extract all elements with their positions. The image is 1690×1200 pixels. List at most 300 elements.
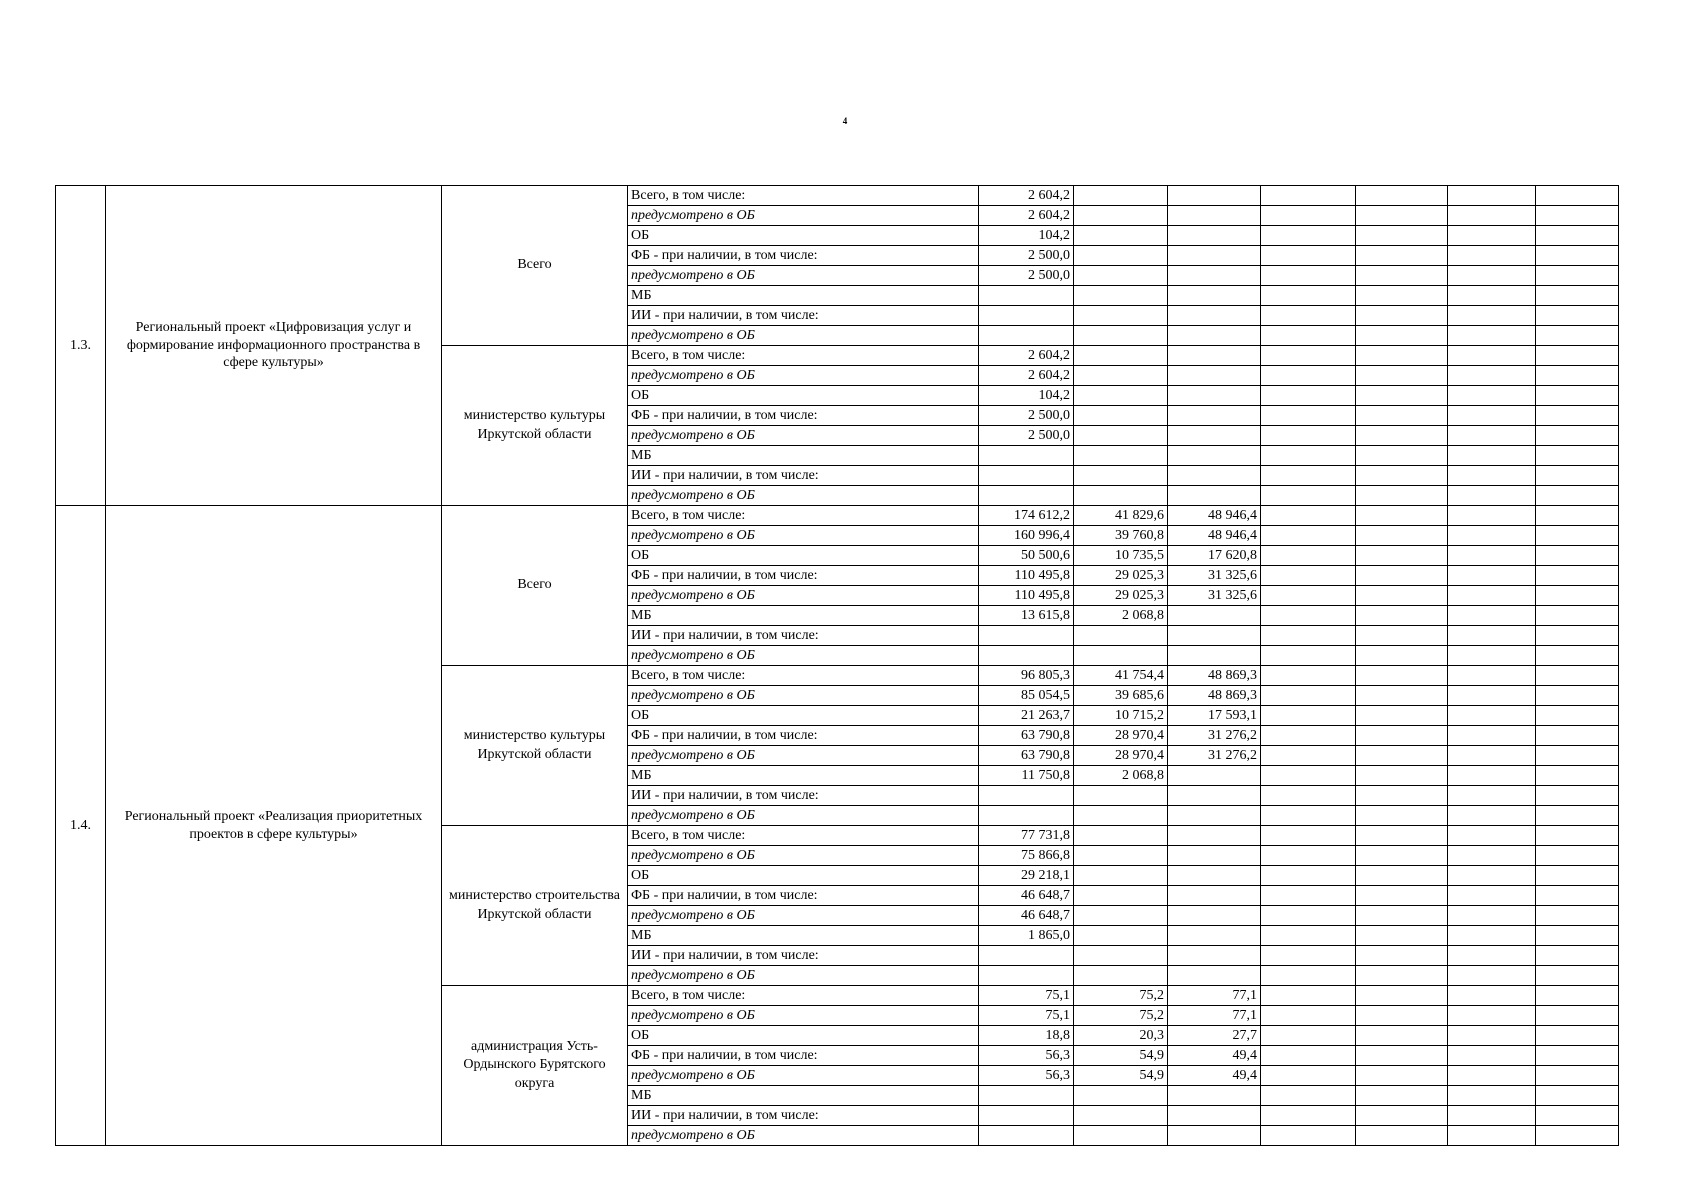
- amount-cell: [1074, 326, 1168, 346]
- funding-source: МБ: [628, 446, 979, 466]
- funding-source: предусмотрено в ОБ: [628, 906, 979, 926]
- amount-cell: [1536, 206, 1619, 226]
- amount-cell: [1074, 406, 1168, 426]
- amount-cell: [1261, 1086, 1356, 1106]
- amount-cell: [1261, 426, 1356, 446]
- amount-cell: [1356, 526, 1448, 546]
- amount-cell: [1448, 826, 1536, 846]
- amount-cell: 27,7: [1168, 1026, 1261, 1046]
- amount-cell: [1261, 746, 1356, 766]
- funding-source: Всего, в том числе:: [628, 506, 979, 526]
- amount-cell: [1448, 786, 1536, 806]
- funding-source: предусмотрено в ОБ: [628, 326, 979, 346]
- amount-cell: 160 996,4: [979, 526, 1074, 546]
- amount-cell: [1074, 286, 1168, 306]
- executor-name: министерство культуры Иркутской области: [442, 346, 628, 506]
- amount-cell: [1448, 466, 1536, 486]
- amount-cell: [1356, 206, 1448, 226]
- amount-cell: [1261, 626, 1356, 646]
- amount-cell: [1356, 906, 1448, 926]
- amount-cell: [1261, 1126, 1356, 1146]
- funding-source: предусмотрено в ОБ: [628, 206, 979, 226]
- amount-cell: [1261, 386, 1356, 406]
- amount-cell: [1261, 646, 1356, 666]
- amount-cell: [1536, 306, 1619, 326]
- funding-source: ФБ - при наличии, в том числе:: [628, 726, 979, 746]
- amount-cell: 2 500,0: [979, 406, 1074, 426]
- amount-cell: [1261, 926, 1356, 946]
- amount-cell: [1448, 526, 1536, 546]
- amount-cell: [1448, 606, 1536, 626]
- amount-cell: [1261, 726, 1356, 746]
- amount-cell: [1536, 786, 1619, 806]
- amount-cell: [1536, 646, 1619, 666]
- amount-cell: 48 869,3: [1168, 666, 1261, 686]
- funding-source: ФБ - при наличии, в том числе:: [628, 566, 979, 586]
- amount-cell: [1536, 286, 1619, 306]
- amount-cell: 49,4: [1168, 1066, 1261, 1086]
- amount-cell: 50 500,6: [979, 546, 1074, 566]
- amount-cell: [1356, 426, 1448, 446]
- amount-cell: 63 790,8: [979, 726, 1074, 746]
- amount-cell: [1356, 226, 1448, 246]
- amount-cell: [1356, 826, 1448, 846]
- amount-cell: [1448, 346, 1536, 366]
- amount-cell: [1074, 866, 1168, 886]
- amount-cell: 104,2: [979, 386, 1074, 406]
- funding-source: предусмотрено в ОБ: [628, 686, 979, 706]
- amount-cell: [1356, 506, 1448, 526]
- funding-source: предусмотрено в ОБ: [628, 426, 979, 446]
- amount-cell: [1356, 686, 1448, 706]
- amount-cell: [1261, 846, 1356, 866]
- amount-cell: [1261, 766, 1356, 786]
- amount-cell: [979, 966, 1074, 986]
- amount-cell: 41 754,4: [1074, 666, 1168, 686]
- amount-cell: 21 263,7: [979, 706, 1074, 726]
- table-row: [56, 506, 1619, 526]
- amount-cell: [1356, 1006, 1448, 1026]
- amount-cell: [1168, 886, 1261, 906]
- amount-cell: [1448, 1066, 1536, 1086]
- amount-cell: [979, 1106, 1074, 1126]
- amount-cell: [1448, 686, 1536, 706]
- amount-cell: [1074, 266, 1168, 286]
- amount-cell: [1261, 446, 1356, 466]
- funding-source: предусмотрено в ОБ: [628, 366, 979, 386]
- amount-cell: [1261, 606, 1356, 626]
- amount-cell: 54,9: [1074, 1066, 1168, 1086]
- amount-cell: [1168, 406, 1261, 426]
- amount-cell: 48 869,3: [1168, 686, 1261, 706]
- executor-name: Всего: [442, 506, 628, 666]
- amount-cell: [1074, 1126, 1168, 1146]
- amount-cell: [1261, 326, 1356, 346]
- amount-cell: 10 715,2: [1074, 706, 1168, 726]
- amount-cell: [1168, 186, 1261, 206]
- amount-cell: [1074, 966, 1168, 986]
- amount-cell: [1261, 586, 1356, 606]
- amount-cell: [1168, 206, 1261, 226]
- funding-source: МБ: [628, 606, 979, 626]
- amount-cell: [1536, 686, 1619, 706]
- amount-cell: [1074, 786, 1168, 806]
- amount-cell: [1261, 526, 1356, 546]
- amount-cell: [979, 486, 1074, 506]
- amount-cell: 46 648,7: [979, 906, 1074, 926]
- amount-cell: [979, 1086, 1074, 1106]
- amount-cell: [1536, 446, 1619, 466]
- amount-cell: [1356, 846, 1448, 866]
- amount-cell: [1261, 886, 1356, 906]
- amount-cell: [1536, 626, 1619, 646]
- amount-cell: [1261, 686, 1356, 706]
- amount-cell: [979, 326, 1074, 346]
- funding-source: ФБ - при наличии, в том числе:: [628, 406, 979, 426]
- amount-cell: [1536, 826, 1619, 846]
- funding-source: ФБ - при наличии, в том числе:: [628, 886, 979, 906]
- amount-cell: [1261, 826, 1356, 846]
- amount-cell: [1448, 926, 1536, 946]
- amount-cell: 77 731,8: [979, 826, 1074, 846]
- amount-cell: [1074, 486, 1168, 506]
- amount-cell: [1261, 1046, 1356, 1066]
- amount-cell: [1356, 386, 1448, 406]
- amount-cell: 13 615,8: [979, 606, 1074, 626]
- amount-cell: [1168, 286, 1261, 306]
- amount-cell: 31 325,6: [1168, 586, 1261, 606]
- amount-cell: [1536, 486, 1619, 506]
- amount-cell: [1448, 546, 1536, 566]
- amount-cell: [1074, 306, 1168, 326]
- amount-cell: 31 276,2: [1168, 726, 1261, 746]
- amount-cell: [1074, 446, 1168, 466]
- funding-source: ОБ: [628, 1026, 979, 1046]
- amount-cell: [1168, 326, 1261, 346]
- amount-cell: [1536, 1086, 1619, 1106]
- amount-cell: [1168, 1086, 1261, 1106]
- amount-cell: 54,9: [1074, 1046, 1168, 1066]
- amount-cell: [1168, 626, 1261, 646]
- amount-cell: [1448, 1126, 1536, 1146]
- amount-cell: [1261, 706, 1356, 726]
- amount-cell: [1261, 1006, 1356, 1026]
- amount-cell: 31 325,6: [1168, 566, 1261, 586]
- amount-cell: 2 604,2: [979, 366, 1074, 386]
- amount-cell: [1536, 506, 1619, 526]
- amount-cell: [1536, 566, 1619, 586]
- amount-cell: [1536, 246, 1619, 266]
- funding-source: МБ: [628, 286, 979, 306]
- amount-cell: [1261, 266, 1356, 286]
- amount-cell: [1168, 446, 1261, 466]
- amount-cell: [1074, 206, 1168, 226]
- amount-cell: [1448, 366, 1536, 386]
- amount-cell: [1261, 246, 1356, 266]
- amount-cell: [1168, 846, 1261, 866]
- amount-cell: [1448, 946, 1536, 966]
- amount-cell: 46 648,7: [979, 886, 1074, 906]
- funding-source: предусмотрено в ОБ: [628, 1006, 979, 1026]
- executor-name: Всего: [442, 186, 628, 346]
- amount-cell: [1074, 346, 1168, 366]
- amount-cell: [1448, 666, 1536, 686]
- funding-source: ОБ: [628, 706, 979, 726]
- amount-cell: [1536, 966, 1619, 986]
- amount-cell: [1448, 906, 1536, 926]
- amount-cell: [1074, 906, 1168, 926]
- amount-cell: [1536, 1046, 1619, 1066]
- amount-cell: [979, 806, 1074, 826]
- funding-source: ФБ - при наличии, в том числе:: [628, 1046, 979, 1066]
- amount-cell: [1356, 926, 1448, 946]
- amount-cell: [1261, 226, 1356, 246]
- amount-cell: 2 500,0: [979, 246, 1074, 266]
- amount-cell: [1356, 646, 1448, 666]
- amount-cell: [1261, 206, 1356, 226]
- amount-cell: [1168, 766, 1261, 786]
- amount-cell: [1536, 606, 1619, 626]
- amount-cell: 56,3: [979, 1046, 1074, 1066]
- funding-source: Всего, в том числе:: [628, 346, 979, 366]
- amount-cell: [1536, 706, 1619, 726]
- amount-cell: [1356, 266, 1448, 286]
- amount-cell: [1448, 246, 1536, 266]
- page-number: 4: [842, 116, 848, 126]
- amount-cell: [979, 446, 1074, 466]
- amount-cell: 75,2: [1074, 1006, 1168, 1026]
- funding-source: предусмотрено в ОБ: [628, 646, 979, 666]
- amount-cell: [1448, 1046, 1536, 1066]
- amount-cell: [1168, 246, 1261, 266]
- amount-cell: [1448, 326, 1536, 346]
- executor-name: министерство культуры Иркутской области: [442, 666, 628, 826]
- amount-cell: 56,3: [979, 1066, 1074, 1086]
- funding-source: ИИ - при наличии, в том числе:: [628, 466, 979, 486]
- amount-cell: 2 604,2: [979, 206, 1074, 226]
- amount-cell: [979, 306, 1074, 326]
- amount-cell: [1168, 346, 1261, 366]
- amount-cell: [1536, 746, 1619, 766]
- amount-cell: [1448, 1026, 1536, 1046]
- amount-cell: [1448, 406, 1536, 426]
- amount-cell: [1448, 506, 1536, 526]
- amount-cell: [1356, 586, 1448, 606]
- amount-cell: [1356, 246, 1448, 266]
- amount-cell: 96 805,3: [979, 666, 1074, 686]
- amount-cell: [1168, 426, 1261, 446]
- funding-source: Всего, в том числе:: [628, 826, 979, 846]
- amount-cell: [1168, 266, 1261, 286]
- funding-source: ФБ - при наличии, в том числе:: [628, 246, 979, 266]
- amount-cell: [1168, 606, 1261, 626]
- amount-cell: [1261, 466, 1356, 486]
- amount-cell: [1536, 366, 1619, 386]
- amount-cell: [1168, 866, 1261, 886]
- funding-source: Всего, в том числе:: [628, 986, 979, 1006]
- amount-cell: [979, 466, 1074, 486]
- amount-cell: [1356, 406, 1448, 426]
- amount-cell: [1448, 966, 1536, 986]
- amount-cell: [1356, 946, 1448, 966]
- executor-name: министерство строительства Иркутской области: [442, 826, 628, 986]
- amount-cell: 31 276,2: [1168, 746, 1261, 766]
- amount-cell: [1448, 566, 1536, 586]
- amount-cell: [1261, 506, 1356, 526]
- amount-cell: 41 829,6: [1074, 506, 1168, 526]
- amount-cell: [1168, 966, 1261, 986]
- amount-cell: 18,8: [979, 1026, 1074, 1046]
- amount-cell: [1261, 286, 1356, 306]
- amount-cell: [1356, 1066, 1448, 1086]
- amount-cell: 110 495,8: [979, 566, 1074, 586]
- amount-cell: 75,1: [979, 986, 1074, 1006]
- amount-cell: [1261, 786, 1356, 806]
- amount-cell: [1448, 806, 1536, 826]
- amount-cell: [1074, 1086, 1168, 1106]
- amount-cell: [1448, 726, 1536, 746]
- amount-cell: [1448, 226, 1536, 246]
- amount-cell: [1356, 766, 1448, 786]
- amount-cell: [1356, 1086, 1448, 1106]
- amount-cell: [979, 786, 1074, 806]
- amount-cell: [1168, 306, 1261, 326]
- amount-cell: [1448, 186, 1536, 206]
- amount-cell: [1356, 966, 1448, 986]
- amount-cell: [1356, 746, 1448, 766]
- amount-cell: [1536, 226, 1619, 246]
- funding-source: МБ: [628, 1086, 979, 1106]
- amount-cell: [1168, 486, 1261, 506]
- amount-cell: [1536, 1066, 1619, 1086]
- amount-cell: [1168, 786, 1261, 806]
- amount-cell: [1356, 366, 1448, 386]
- amount-cell: 2 068,8: [1074, 606, 1168, 626]
- amount-cell: 104,2: [979, 226, 1074, 246]
- funding-source: предусмотрено в ОБ: [628, 586, 979, 606]
- funding-source: предусмотрено в ОБ: [628, 806, 979, 826]
- amount-cell: 48 946,4: [1168, 526, 1261, 546]
- amount-cell: [1448, 746, 1536, 766]
- amount-cell: [1261, 186, 1356, 206]
- amount-cell: 1 865,0: [979, 926, 1074, 946]
- budget-table: [55, 185, 1619, 1146]
- amount-cell: [1536, 326, 1619, 346]
- amount-cell: [1356, 286, 1448, 306]
- amount-cell: 174 612,2: [979, 506, 1074, 526]
- amount-cell: [1448, 446, 1536, 466]
- funding-source: ОБ: [628, 866, 979, 886]
- funding-source: МБ: [628, 766, 979, 786]
- amount-cell: [1356, 546, 1448, 566]
- amount-cell: [1356, 1106, 1448, 1126]
- amount-cell: [1356, 886, 1448, 906]
- amount-cell: 29 218,1: [979, 866, 1074, 886]
- amount-cell: [1168, 646, 1261, 666]
- amount-cell: [1074, 186, 1168, 206]
- funding-source: предусмотрено в ОБ: [628, 526, 979, 546]
- amount-cell: [1448, 306, 1536, 326]
- amount-cell: [1261, 806, 1356, 826]
- amount-cell: [1356, 446, 1448, 466]
- amount-cell: [1074, 886, 1168, 906]
- amount-cell: 2 604,2: [979, 346, 1074, 366]
- amount-cell: [1448, 486, 1536, 506]
- amount-cell: [1261, 406, 1356, 426]
- amount-cell: [1074, 226, 1168, 246]
- amount-cell: [1074, 926, 1168, 946]
- amount-cell: [979, 286, 1074, 306]
- amount-cell: [1168, 226, 1261, 246]
- amount-cell: [1074, 386, 1168, 406]
- amount-cell: 77,1: [1168, 1006, 1261, 1026]
- amount-cell: [1261, 566, 1356, 586]
- amount-cell: [1536, 726, 1619, 746]
- amount-cell: [1536, 986, 1619, 1006]
- amount-cell: 28 970,4: [1074, 726, 1168, 746]
- amount-cell: 17 593,1: [1168, 706, 1261, 726]
- amount-cell: [1261, 906, 1356, 926]
- amount-cell: [1448, 986, 1536, 1006]
- amount-cell: [1536, 266, 1619, 286]
- amount-cell: [1536, 526, 1619, 546]
- funding-source: ОБ: [628, 226, 979, 246]
- amount-cell: 10 735,5: [1074, 546, 1168, 566]
- amount-cell: 48 946,4: [1168, 506, 1261, 526]
- amount-cell: [1168, 366, 1261, 386]
- amount-cell: 75,1: [979, 1006, 1074, 1026]
- funding-source: предусмотрено в ОБ: [628, 1066, 979, 1086]
- amount-cell: [979, 946, 1074, 966]
- amount-cell: [1261, 866, 1356, 886]
- amount-cell: [1261, 486, 1356, 506]
- amount-cell: [1356, 866, 1448, 886]
- amount-cell: [1356, 186, 1448, 206]
- amount-cell: [1448, 426, 1536, 446]
- amount-cell: [1536, 466, 1619, 486]
- amount-cell: [1168, 946, 1261, 966]
- amount-cell: [1074, 366, 1168, 386]
- amount-cell: [1536, 586, 1619, 606]
- funding-source: предусмотрено в ОБ: [628, 1126, 979, 1146]
- amount-cell: [1448, 586, 1536, 606]
- amount-cell: [1168, 466, 1261, 486]
- amount-cell: [1536, 386, 1619, 406]
- amount-cell: 17 620,8: [1168, 546, 1261, 566]
- amount-cell: [1168, 386, 1261, 406]
- amount-cell: [1356, 1026, 1448, 1046]
- funding-source: ИИ - при наличии, в том числе:: [628, 1106, 979, 1126]
- amount-cell: [1448, 846, 1536, 866]
- amount-cell: [1261, 1026, 1356, 1046]
- table-row: [56, 186, 1619, 206]
- funding-source: ИИ - при наличии, в том числе:: [628, 306, 979, 326]
- amount-cell: [1448, 866, 1536, 886]
- amount-cell: 29 025,3: [1074, 586, 1168, 606]
- amount-cell: [1536, 406, 1619, 426]
- amount-cell: [1168, 806, 1261, 826]
- amount-cell: [1536, 546, 1619, 566]
- amount-cell: [1448, 646, 1536, 666]
- amount-cell: 29 025,3: [1074, 566, 1168, 586]
- funding-source: ИИ - при наличии, в том числе:: [628, 946, 979, 966]
- amount-cell: [979, 646, 1074, 666]
- amount-cell: [1448, 626, 1536, 646]
- amount-cell: 85 054,5: [979, 686, 1074, 706]
- amount-cell: 11 750,8: [979, 766, 1074, 786]
- amount-cell: [1356, 626, 1448, 646]
- amount-cell: [1261, 366, 1356, 386]
